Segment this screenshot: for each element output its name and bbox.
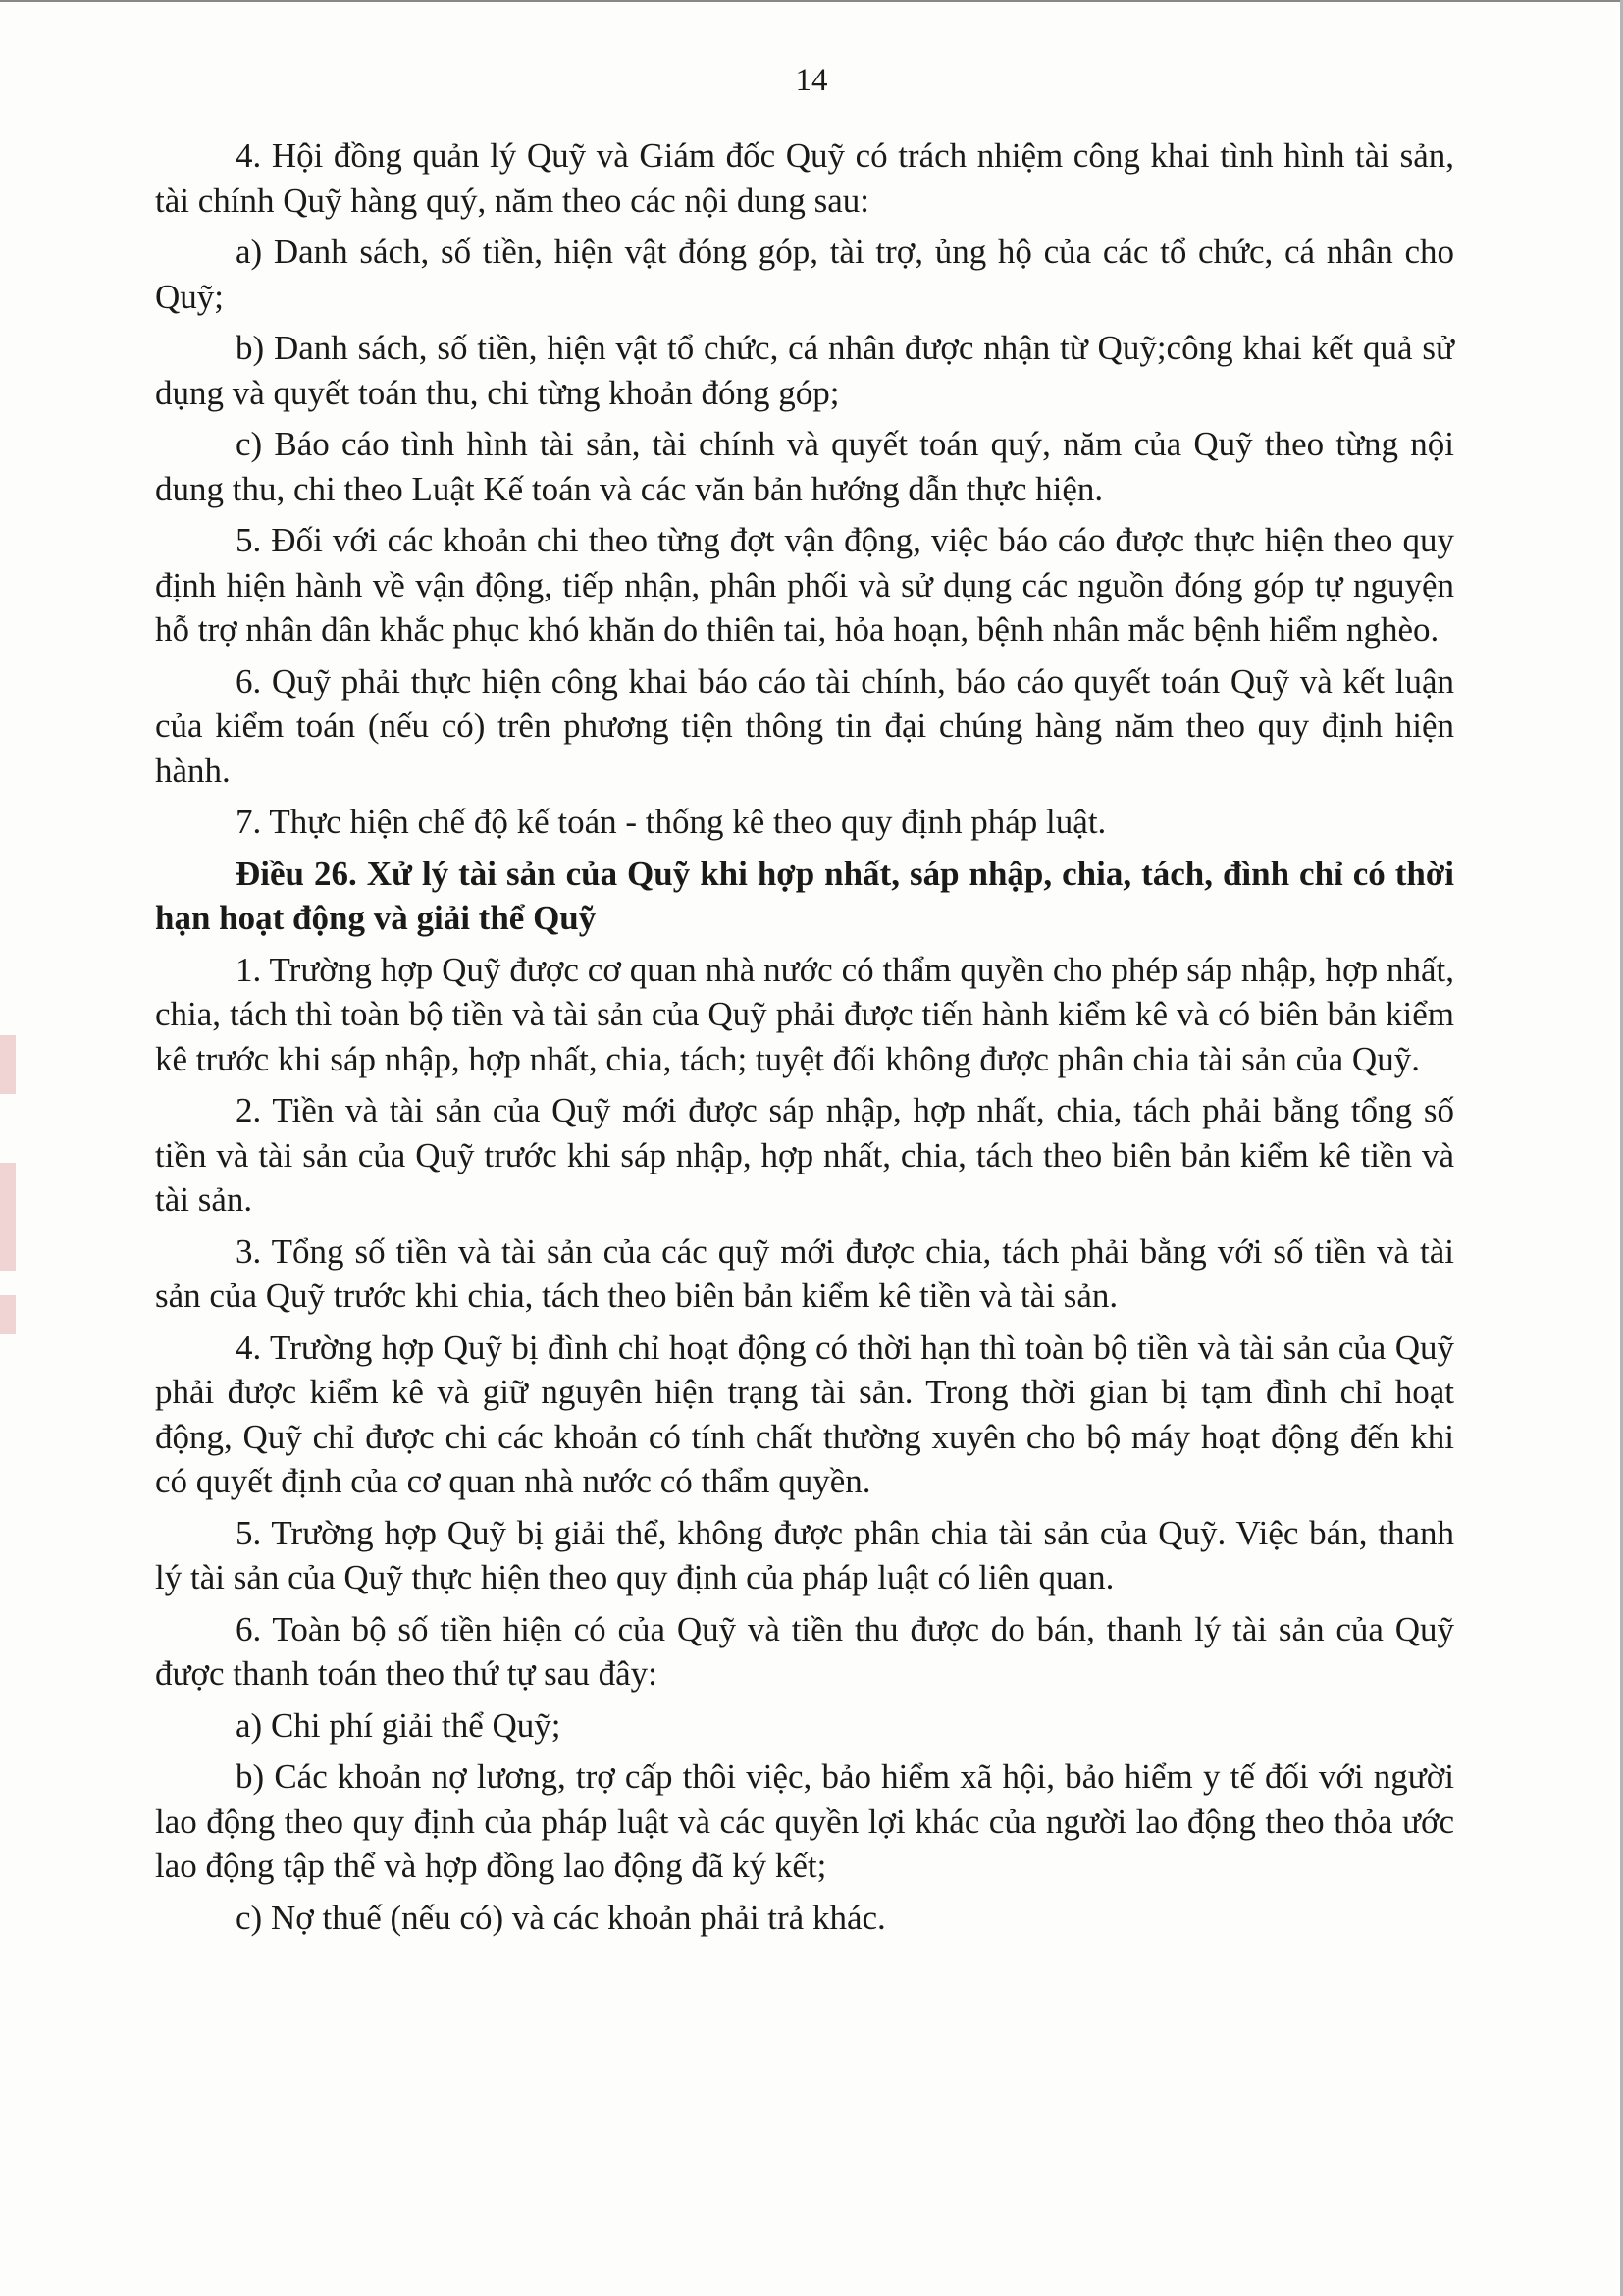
paragraph: 4. Trường hợp Quỹ bị đình chỉ hoạt động có thời hạn thì toàn bộ tiền và tài sản của Quỹ phải được kiểm kê và giữ nguyên hiện trạng tài sản. Trong thời gian bị tạm đình chỉ hoạt động, Quỹ chỉ được chi các khoản có tính chất thường xuyên cho bộ máy hoạt động đến khi có quyết định của cơ quan nhà nước có thẩm quyền. <box>155 1328 1454 1500</box>
paragraph: 5. Trường hợp Quỹ bị giải thể, không được phân chia tài sản của Quỹ. Việc bán, thanh lý tài sản của Quỹ thực hiện theo quy định của pháp luật có liên quan. <box>155 1513 1454 1596</box>
page-number: 14 <box>795 63 828 98</box>
scan-edge-mark <box>0 1163 16 1271</box>
scan-top-edge <box>0 0 1623 2</box>
article-heading: Điều 26. Xử lý tài sản của Quỹ khi hợp nhất, sáp nhập, chia, tách, đình chỉ có thời hạn hoạt động và giải thể Quỹ <box>155 854 1454 937</box>
paragraph: 3. Tổng số tiền và tài sản của các quỹ mới được chia, tách phải bằng với số tiền và tài sản của Quỹ trước khi chia, tách theo biên bản kiểm kê tiền và tài sản. <box>155 1231 1454 1315</box>
paragraph: c) Nợ thuế (nếu có) và các khoản phải trả khác. <box>236 1898 886 1937</box>
paragraph: 6. Toàn bộ số tiền hiện có của Quỹ và tiền thu được do bán, thanh lý tài sản của Quỹ được thanh toán theo thứ tự sau đây: <box>155 1609 1454 1693</box>
scan-edge-mark <box>0 1295 16 1334</box>
document-body <box>155 133 1454 1947</box>
paragraph: c) Báo cáo tình hình tài sản, tài chính và quyết toán quý, năm của Quỹ theo từng nội dung thu, chi theo Luật Kế toán và các văn bản hướng dẫn thực hiện. <box>155 425 1454 508</box>
paragraph: b) Các khoản nợ lương, trợ cấp thôi việc, bảo hiểm xã hội, bảo hiểm y tế đối với người lao động theo quy định của pháp luật và các quyền lợi khác của người lao động theo thỏa ước lao động tập thể và hợp đồng lao động đã ký kết; <box>155 1757 1454 1885</box>
paragraph: 6. Quỹ phải thực hiện công khai báo cáo tài chính, báo cáo quyết toán Quỹ và kết luận của kiểm toán (nếu có) trên phương tiện thông tin đại chúng hàng năm theo quy định hiện hành. <box>155 661 1454 790</box>
paragraph: a) Danh sách, số tiền, hiện vật đóng góp, tài trợ, ủng hộ của các tổ chức, cá nhân cho Quỹ; <box>155 233 1454 316</box>
paragraph: b) Danh sách, số tiền, hiện vật tổ chức, cá nhân được nhận từ Quỹ;công khai kết quả sử dụng và quyết toán thu, chi từng khoản đóng góp; <box>155 329 1454 412</box>
paragraph: 5. Đối với các khoản chi theo từng đợt vận động, việc báo cáo được thực hiện theo quy định hiện hành về vận động, tiếp nhận, phân phối và sử dụng các nguồn đóng góp tự nguyện hỗ trợ nhân dân khắc phục khó khăn do thiên tai, hỏa hoạn, bệnh nhân mắc bệnh hiểm nghèo. <box>155 521 1454 649</box>
paragraph: 7. Thực hiện chế độ kế toán - thống kê theo quy định pháp luật. <box>236 803 1107 841</box>
paragraph: 4. Hội đồng quản lý Quỹ và Giám đốc Quỹ có trách nhiệm công khai tình hình tài sản, tài chính Quỹ hàng quý, năm theo các nội dung sau: <box>155 136 1454 220</box>
paragraph: a) Chi phí giải thể Quỹ; <box>236 1705 561 1745</box>
paragraph: 1. Trường hợp Quỹ được cơ quan nhà nước có thẩm quyền cho phép sáp nhập, hợp nhất, chia, tách thì toàn bộ tiền và tài sản của Quỹ phải được tiến hành kiểm kê và có biên bản kiểm kê trước khi sáp nhập, hợp nhất, chia, tách; tuyệt đối không được phân chia tài sản của Quỹ. <box>155 950 1454 1078</box>
paragraph: 2. Tiền và tài sản của Quỹ mới được sáp nhập, hợp nhất, chia, tách phải bằng tổng số tiền và tài sản của Quỹ trước khi sáp nhập, hợp nhất, chia, tách theo biên bản kiểm kê tiền và tài sản. <box>155 1091 1454 1219</box>
scan-edge-mark <box>0 1035 16 1094</box>
